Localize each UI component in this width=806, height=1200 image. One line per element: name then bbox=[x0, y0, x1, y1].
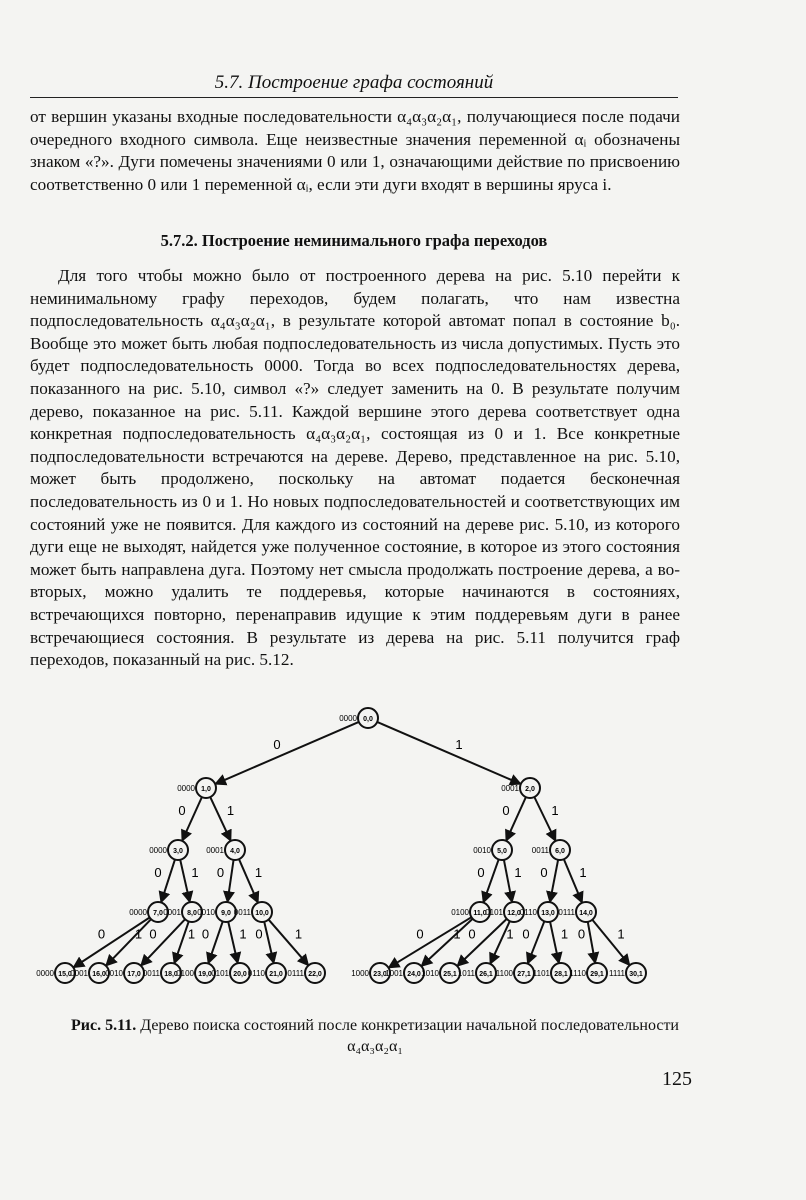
node-label: 8,0 bbox=[187, 910, 197, 917]
node-sequence: 0001 bbox=[163, 908, 181, 917]
node-label: 29,1 bbox=[590, 971, 604, 978]
node-label: 6,0 bbox=[555, 848, 565, 855]
tree-edge bbox=[208, 921, 222, 963]
node-label: 15,0 bbox=[58, 971, 72, 978]
caption-text: Дерево поиска состояний после конкретизации начальной последовательности α₄α₃α₂α₁ bbox=[140, 1017, 679, 1055]
tree-edge bbox=[264, 922, 274, 964]
tree-edge bbox=[180, 860, 190, 902]
node-label: 28,1 bbox=[554, 971, 568, 978]
edge-label: 0 bbox=[577, 926, 586, 942]
node-label: 13,0 bbox=[541, 910, 555, 917]
node-sequence: 1111 bbox=[608, 969, 625, 978]
node-label: 2,0 bbox=[525, 786, 535, 793]
node-label: 16,0 bbox=[92, 971, 106, 978]
edge-label: 0 bbox=[477, 865, 485, 880]
edge-label: 1 bbox=[254, 865, 263, 880]
section-heading: 5.7.2. Построение неминимального графа переходов bbox=[160, 231, 548, 250]
node-sequence: 0000 bbox=[339, 714, 357, 723]
node-label: 7,0 bbox=[153, 910, 163, 917]
tree-edge bbox=[141, 919, 185, 966]
node-label: 27,1 bbox=[517, 971, 531, 978]
node-label: 21,0 bbox=[269, 971, 283, 978]
edge-label: 0 bbox=[540, 865, 548, 880]
node-sequence: 0101 bbox=[211, 969, 229, 978]
tree-edge bbox=[215, 722, 359, 784]
edge-label: 1 bbox=[187, 926, 196, 942]
edge-label: 1 bbox=[226, 803, 235, 818]
tree-edge bbox=[550, 860, 558, 902]
edge-label: 1 bbox=[560, 926, 569, 942]
page-number: 125 bbox=[662, 1068, 692, 1090]
edge-label: 0 bbox=[273, 737, 281, 752]
node-label: 5,0 bbox=[497, 848, 507, 855]
edge-label: 1 bbox=[455, 737, 463, 752]
figure-caption bbox=[60, 1015, 690, 1057]
edge-label: 1 bbox=[617, 926, 625, 942]
node-label: 11,0 bbox=[473, 910, 487, 917]
node-sequence: 1000 bbox=[351, 969, 369, 978]
node-label: 17,0 bbox=[127, 971, 141, 978]
figure-tree bbox=[30, 700, 730, 1000]
node-sequence: 1010 bbox=[421, 969, 439, 978]
node-label: 18,0 bbox=[164, 971, 178, 978]
edge-label: 0 bbox=[154, 865, 162, 880]
node-label: 24,0 bbox=[407, 971, 421, 978]
edge-label: 1 bbox=[579, 865, 587, 880]
running-header: 5.7. Построение графа состояний bbox=[30, 72, 678, 98]
edge-label: 0 bbox=[201, 926, 210, 942]
edge-label: 0 bbox=[97, 926, 106, 942]
node-sequence: 0000 bbox=[149, 846, 167, 855]
node-sequence: 0011 bbox=[531, 846, 549, 855]
node-sequence: 0010 bbox=[473, 846, 491, 855]
paragraph-2 bbox=[30, 265, 680, 672]
tree-edge bbox=[269, 920, 309, 966]
node-label: 0,0 bbox=[363, 716, 373, 723]
state-tree-diagram bbox=[30, 700, 730, 1000]
edge-label: 1 bbox=[506, 926, 514, 942]
node-sequence: 0011 bbox=[233, 908, 251, 917]
node-label: 20,0 bbox=[233, 971, 247, 978]
node-sequence: 0001 bbox=[206, 846, 224, 855]
node-label: 26,1 bbox=[479, 971, 493, 978]
node-label: 25,1 bbox=[443, 971, 457, 978]
node-sequence: 1110 bbox=[569, 969, 586, 978]
tree-edge bbox=[550, 922, 559, 963]
edge-label: 1 bbox=[134, 926, 143, 942]
edge-label: 1 bbox=[453, 926, 461, 942]
node-label: 30,1 bbox=[629, 971, 643, 978]
edge-label: 1 bbox=[551, 803, 559, 818]
edge-label: 1 bbox=[294, 926, 303, 942]
node-sequence: 1011 bbox=[457, 969, 475, 978]
node-sequence: 1001 bbox=[385, 969, 403, 978]
node-sequence: 0110 bbox=[247, 969, 265, 978]
tree-edge bbox=[377, 722, 521, 784]
tree-edge bbox=[227, 860, 233, 902]
tree-edge bbox=[228, 922, 238, 964]
edge-label: 1 bbox=[514, 865, 522, 880]
node-sequence: 1101 bbox=[532, 969, 550, 978]
edge-label: 0 bbox=[522, 926, 530, 942]
edge-label: 0 bbox=[468, 926, 476, 942]
node-sequence: 0001 bbox=[501, 784, 519, 793]
tree-edge bbox=[483, 859, 498, 902]
node-label: 19,0 bbox=[198, 971, 212, 978]
tree-edge bbox=[389, 917, 472, 968]
node-sequence: 0111 bbox=[558, 908, 575, 917]
edge-label: 0 bbox=[255, 926, 263, 942]
node-label: 1,0 bbox=[201, 786, 211, 793]
node-label: 4,0 bbox=[230, 848, 240, 855]
node-sequence: 0010 bbox=[105, 969, 123, 978]
node-sequence: 0110 bbox=[519, 908, 537, 917]
edge-label: 0 bbox=[502, 803, 510, 818]
node-sequence: 0111 bbox=[287, 969, 304, 978]
edge-label: 1 bbox=[239, 926, 247, 942]
paragraph-1-text: от вершин указаны входные последовательности α₄α₃α₂α₁, получающиеся после подачи очередного входного символа. Еще неизвестные значения переменной αᵢ обозначены знаком «?». Дуги помечены значениями 0 или 1, означающими действие по присвоению соответственно 0 или 1 переменной αᵢ, если эти дуги входят в вершины яруса i. bbox=[30, 107, 680, 194]
node-label: 3,0 bbox=[173, 848, 183, 855]
node-label: 22,0 bbox=[308, 971, 322, 978]
node-sequence: 0100 bbox=[451, 908, 469, 917]
node-label: 12,0 bbox=[507, 910, 521, 917]
node-label: 14,0 bbox=[579, 910, 593, 917]
edge-label: 0 bbox=[216, 865, 225, 880]
tree-edge bbox=[528, 921, 545, 963]
node-sequence: 0010 bbox=[197, 908, 215, 917]
edge-label: 0 bbox=[416, 926, 424, 942]
tree-edge bbox=[504, 860, 512, 902]
node-sequence: 0000 bbox=[36, 969, 54, 978]
node-label: 23,0 bbox=[373, 971, 387, 978]
node-label: 9,0 bbox=[221, 910, 231, 917]
tree-edge bbox=[161, 860, 175, 903]
node-sequence: 0011 bbox=[142, 969, 160, 978]
tree-edge bbox=[588, 922, 595, 963]
edge-label: 0 bbox=[178, 803, 186, 818]
node-sequence: 0000 bbox=[129, 908, 147, 917]
paragraph-2-text: Для того чтобы можно было от построенного дерева на рис. 5.10 перейти к неминимальному графу переходов, будем полагать, что нам известна подпоследовательность α₄α₃α₂α₁, в результате которой автомат попал в состояние b₀. Вообще это может быть любая подпоследовательность из числа допустимых. Пусть это будет подпоследовательность 0000. Тогда во всех подпоследовательностях дерева, показанного на рис. 5.10, символ «?» следует заменить на 0. В результате получим дерево, показанное на рис. 5.11. Каждой вершине этого дерева соответствует одна конкретная подпоследовательность α₄α₃α₂α₁, состоящая из 0 и 1. Все конкретные подпоследовательности встречаются на дереве. Дерево, представленное на рис. 5.10, может быть продолжено, поскольку на автомат подается бесконечная последовательность из 0 и 1. Но новых подпоследовательностей и соответствующих им состояний уже не появится. Для каждого из состояний на дереве рис. 5.10, из которого дуги еще не выходят, найдется уже полученное состояние, в которое из этого состояния может быть направлена дуга. Поэтому нет смысла продолжать построение дерева, а во-вторых, можно удалить те поддеревья, которые начинаются в состояниях, встречающихся повторно, перенаправив идущие к этим поддеревьям дуги в ранее встречающиеся состояния. В результате из дерева на рис. 5.11 получится граф переходов, показанный на рис. 5.12. bbox=[30, 266, 680, 670]
edge-label: 0 bbox=[149, 926, 157, 942]
node-label: 10,0 bbox=[255, 910, 269, 917]
caption-prefix: Рис. 5.11. bbox=[71, 1017, 137, 1034]
paragraph-1 bbox=[30, 106, 680, 196]
node-sequence: 0101 bbox=[485, 908, 503, 917]
node-sequence: 0100 bbox=[176, 969, 194, 978]
node-sequence: 1100 bbox=[495, 969, 513, 978]
node-sequence: 0000 bbox=[177, 784, 195, 793]
node-sequence: 0001 bbox=[70, 969, 88, 978]
edge-label: 1 bbox=[191, 865, 199, 880]
